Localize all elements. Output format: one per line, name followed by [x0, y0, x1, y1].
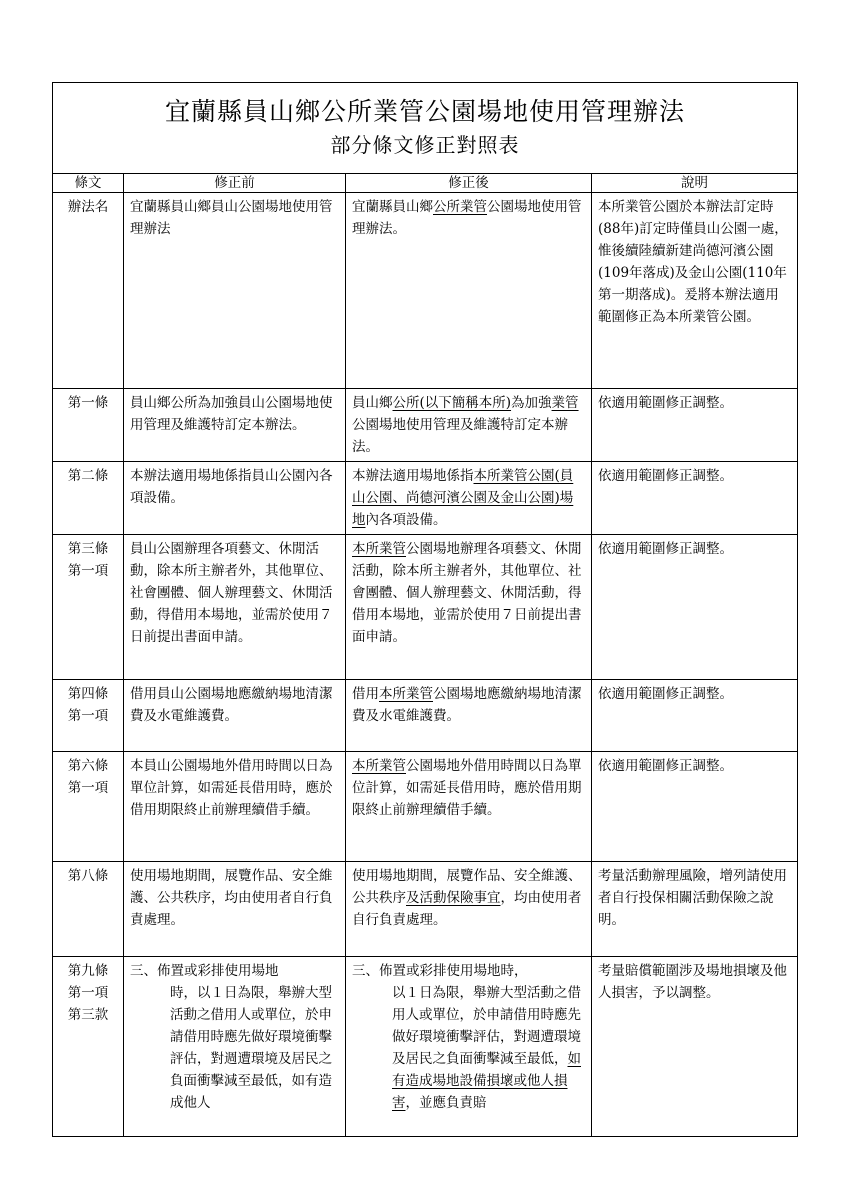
clause-heading: 三、佈置或彩排使用場地: [130, 963, 279, 979]
note-cell: 依適用範圍修正調整。: [592, 535, 798, 680]
after-text-plain: 宜蘭縣員山鄉: [352, 199, 433, 215]
after-text-amended: 公所業管: [433, 199, 487, 215]
document-subtitle: 部分條文修正對照表: [330, 133, 520, 157]
clause-heading: 三、佈置或彩排使用場地時，: [352, 963, 528, 979]
clause-body: [352, 982, 585, 1114]
table-header-row: [53, 174, 798, 193]
table-row: [53, 862, 798, 957]
after-cell: [346, 193, 592, 389]
after-text-plain: 借用: [352, 686, 379, 702]
before-cell: 員山公園辦理各項藝文、休閒活動，除本所主辦者外，其他單位、社會團體、個人辦理藝文、休閒活動，得借用本場地，並需於使用７日前提出書面申請。: [124, 535, 346, 680]
article-cell: 辦法名: [53, 193, 124, 389]
before-cell: 本辦法適用場地係指員山公園內各項設備。: [124, 462, 346, 535]
note-cell: 依適用範圍修正調整。: [592, 680, 798, 752]
after-cell: [346, 957, 592, 1137]
note-cell: 本所業管公園於本辦法訂定時(88年)訂定時僅員山公園一處，惟後續陸續新建尚德河濱公園(109年落成)及金山公園(110年第一期落成)。爰將本辦法適用範圍修正為本所業管公園。: [592, 193, 798, 389]
article-cell: 第八條: [53, 862, 124, 957]
before-cell: 本員山公園場地外借用時間以日為單位計算，如需延長借用時，應於借用期限終止前辦理續借手續。: [124, 752, 346, 862]
comparison-table: [52, 82, 798, 1137]
after-text-plain: 員山鄉: [352, 395, 393, 411]
after-cell: [346, 535, 592, 680]
table-row: [53, 193, 798, 389]
note-cell: 考量活動辦理風險，增列請使用者自行投保相關活動保險之說明。: [592, 862, 798, 957]
after-text-plain: 公園場地使用管理辦法。: [352, 199, 582, 237]
after-text-plain: 本辦法適用場地係指: [352, 468, 474, 484]
article-cell: 第六條 第一項: [53, 752, 124, 862]
after-text-amended: 業管: [551, 395, 579, 411]
after-cell: [346, 462, 592, 535]
table-row: [53, 957, 798, 1137]
column-header-before: 修正前: [124, 174, 346, 193]
comparison-document: [52, 82, 797, 1137]
document-title: 宜蘭縣員山鄉公所業管公園場地使用管理辦法: [165, 97, 686, 126]
after-text-plain: 為加強: [511, 395, 552, 411]
after-text-plain: ，均由使用者自行負責處理。: [352, 890, 582, 928]
after-text-plain: ，並應負責賠: [405, 1095, 487, 1111]
title-block: [53, 83, 798, 174]
article-cell: 第一條: [53, 389, 124, 462]
after-text-amended: 如有造成場地設備損壞或他人損害: [392, 1051, 581, 1111]
table-row: [53, 680, 798, 752]
note-cell: 依適用範圍修正調整。: [592, 752, 798, 862]
before-cell: 宜蘭縣員山鄉員山公園場地使用管理辦法: [124, 193, 346, 389]
note-cell: 依適用範圍修正調整。: [592, 389, 798, 462]
note-cell: 依適用範圍修正調整。: [592, 462, 798, 535]
after-cell: [346, 862, 592, 957]
article-cell: 第二條: [53, 462, 124, 535]
after-text-plain: 公園場地使用管理及維護特訂定本辦法。: [352, 417, 568, 455]
before-cell: 使用場地期間，展覽作品、安全維護、公共秩序，均由使用者自行負責處理。: [124, 862, 346, 957]
after-text-amended: 本所業管: [352, 541, 406, 557]
after-text-plain: 內各項設備。: [365, 512, 447, 528]
before-cell: [124, 957, 346, 1137]
note-cell: 考量賠償範圍涉及場地損壞及他人損害，予以調整。: [592, 957, 798, 1137]
table-row: [53, 462, 798, 535]
column-header-article: 條文: [53, 174, 124, 193]
table-row: [53, 752, 798, 862]
column-header-note: 說明: [592, 174, 798, 193]
after-text-plain: 以１日為限，舉辦大型活動之借用人或單位，於申請借用時應先做好環境衝擊評估，對週遭環境及居民之負面衝擊減至最低，: [392, 985, 581, 1067]
table-row: [53, 389, 798, 462]
after-text-amended: 及活動保險事宜: [406, 890, 501, 906]
after-text-amended: 本所業管: [379, 686, 433, 702]
clause-body: 時，以１日為限，舉辦大型活動之借用人或單位，於申請借用時應先做好環境衝擊評估，對週遭環境及居民之負面衝擊減至最低，如有造成他人: [170, 985, 332, 1111]
after-text-amended: 本所業管公園(員山公園、尚德河濱公園及金山公園)場地: [352, 468, 574, 528]
after-cell: [346, 680, 592, 752]
article-cell: 第九條 第一項 第三款: [53, 957, 124, 1137]
after-text-plain: 公園場地辦理各項藝文、休閒活動，除本所主辦者外，其他單位、社會團體、個人辦理藝文、休閒活動，得借用本場地，並需於使用７日前提出書面申請。: [352, 541, 582, 645]
column-header-after: 修正後: [346, 174, 592, 193]
after-cell: [346, 752, 592, 862]
table-row: [53, 535, 798, 680]
before-cell: 借用員山公園場地應繳納場地清潔費及水電維護費。: [124, 680, 346, 752]
after-text-plain: 公園場地外借用時間以日為單位計算，如需延長借用時，應於借用期限終止前辦理續借手續。: [352, 758, 582, 818]
before-cell: 員山鄉公所為加強員山公園場地使用管理及維護特訂定本辦法。: [124, 389, 346, 462]
after-text-amended: 公所(以下簡稱本所): [392, 395, 512, 411]
article-cell: 第四條 第一項: [53, 680, 124, 752]
after-text-plain: 使用場地期間，展覽作品、安全維護、公共秩序: [352, 868, 582, 906]
after-cell: [346, 389, 592, 462]
after-text-plain: 公園場地應繳納場地清潔費及水電維護費。: [352, 686, 582, 724]
after-text-amended: 本所業管: [352, 758, 406, 774]
article-cell: 第三條 第一項: [53, 535, 124, 680]
